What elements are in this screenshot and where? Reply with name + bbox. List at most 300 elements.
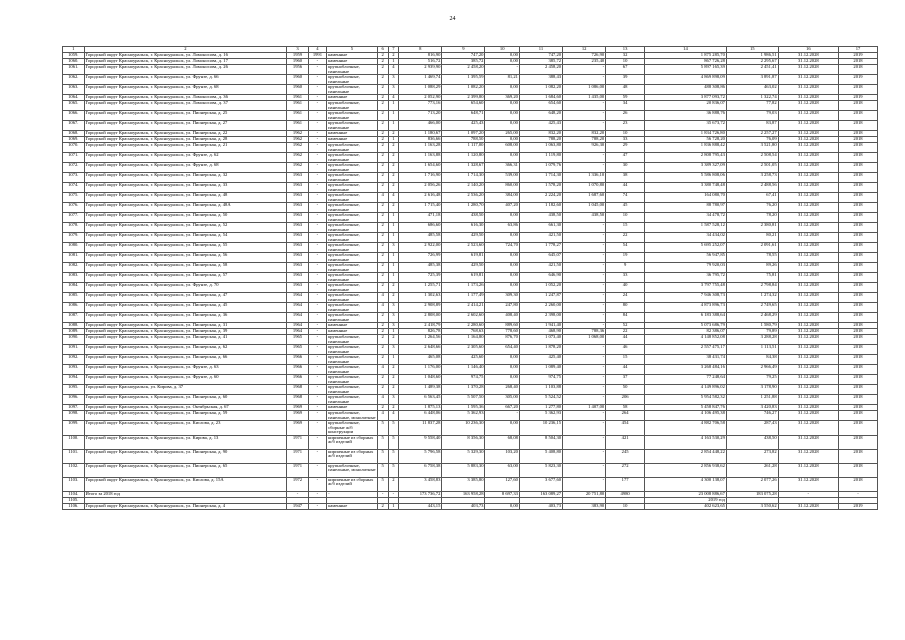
table-cell: 654,60	[442, 101, 485, 111]
table-row	[63, 203, 878, 213]
table-cell: 1	[388, 355, 399, 365]
table-cell: 1092.	[63, 355, 85, 365]
table-cell: 0,00	[485, 111, 519, 121]
table-cell: 2018	[839, 153, 878, 163]
table-cell: 77,82	[726, 101, 778, 111]
table-cell: 425,60	[442, 355, 485, 365]
table-cell: Городской округ Красноуральск, г. Красноуральск, ул. Пионерская, д. 22	[84, 131, 287, 137]
table-cell: 1962	[287, 163, 309, 173]
table-cell: 1971	[287, 463, 309, 477]
table-cell: 465,08	[399, 355, 442, 365]
table-cell: 616,30	[442, 223, 485, 233]
table-cell: 3 288,28	[726, 335, 778, 345]
table-cell: 726,99	[399, 253, 442, 263]
table-cell: 1 941,40	[519, 323, 562, 329]
table-cell: Городской округ Красноуральск, г. Красноуральск, ул. Пионерская, д. 56	[84, 253, 287, 263]
table-cell: 164 080,70	[644, 193, 726, 203]
table-cell: 3	[388, 345, 399, 355]
column-number: 15	[726, 47, 778, 53]
table-cell: 2018	[839, 101, 878, 111]
table-cell: 9	[606, 263, 645, 273]
table-cell: 1964	[287, 293, 309, 303]
table-cell: 2	[377, 213, 388, 223]
table-row	[63, 411, 878, 421]
table-cell: каменные	[327, 329, 378, 335]
table-cell: 80,21	[726, 233, 778, 243]
table-cell: 2	[377, 59, 388, 65]
table-cell: 747,20	[519, 53, 562, 59]
table-cell: 747,20	[442, 53, 485, 59]
table-cell: 1 163,28	[399, 143, 442, 153]
table-cell: 608,00	[485, 143, 519, 153]
table-cell: 23 008 886,67	[644, 491, 726, 497]
table-cell: -	[308, 395, 326, 405]
table-cell: 2	[377, 85, 388, 95]
table-cell: крупноблочные, панельные	[327, 395, 378, 405]
table-row	[63, 503, 878, 509]
table-cell: 5 883,30	[442, 463, 485, 477]
table-cell: 2018	[839, 313, 878, 323]
table-cell: кирпичные из сборных ж/б изделий	[327, 477, 378, 491]
table-cell: 1 082,20	[519, 85, 562, 95]
table-cell: 2018	[839, 173, 878, 183]
table-cell: 5 329,30	[442, 449, 485, 463]
table-cell: 3 268 484,16	[644, 365, 726, 375]
column-number: 12	[563, 47, 606, 53]
table-cell: 1971	[287, 435, 309, 449]
table-cell: 1 068,00	[563, 335, 606, 345]
table-cell: -	[308, 143, 326, 153]
table-cell: 1093.	[63, 365, 85, 375]
table-cell: 1 163,88	[399, 153, 442, 163]
table-cell: -	[308, 405, 326, 411]
table-cell: 1964	[287, 323, 309, 329]
table-cell: 1991	[308, 53, 326, 59]
table-cell: 2	[388, 477, 399, 491]
table-cell: 79,03	[726, 111, 778, 121]
table-cell: 1	[388, 263, 399, 273]
table-cell: крупноблочные, панельные	[327, 385, 378, 395]
table-cell: -	[308, 163, 326, 173]
table-cell: 2 257,27	[726, 131, 778, 137]
table-cell: -	[308, 477, 326, 491]
table-cell: 438,50	[442, 213, 485, 223]
table-cell: 2018	[839, 303, 878, 313]
table-cell: 31.12.2028	[778, 163, 838, 173]
table-cell: 9 558,40	[399, 435, 442, 449]
table-cell: 778,60	[485, 329, 519, 335]
table-cell: 648,71	[442, 111, 485, 121]
table-cell: 10	[606, 59, 645, 65]
table-cell: 31.12.2028	[778, 111, 838, 121]
table-cell: 876,70	[485, 335, 519, 345]
table-cell: -	[485, 411, 519, 421]
table-cell: -	[563, 463, 606, 477]
table-cell: 1 654,60	[399, 163, 442, 173]
table-cell: 31.12.2028	[778, 503, 838, 509]
table-cell: Городской округ Красноуральск, г. Красноуральск, ул. Фрунзе, д. 70	[84, 283, 287, 293]
table-cell: Городской округ Красноуральск, г. Красноуральск, ул. Пионерская, д. 48	[84, 193, 287, 203]
table-cell: крупноблочные, панельные	[327, 121, 378, 131]
table-cell: 3 385,80	[442, 477, 485, 491]
table-cell: 2018	[839, 449, 878, 463]
table-cell: 2018	[839, 203, 878, 213]
table-cell: 3	[388, 395, 399, 405]
table-cell: -	[308, 503, 326, 509]
table-cell: -	[563, 355, 606, 365]
table-cell: 1 173,26	[442, 283, 485, 293]
table-cell: 1 580,79	[726, 323, 778, 329]
table-cell: 5 586 808,06	[644, 173, 726, 183]
table-cell: крупноблочные, панельные	[327, 365, 378, 375]
table-cell: 31.12.2028	[778, 365, 838, 375]
table-cell: -	[308, 95, 326, 101]
table-cell: 1 875,13	[399, 405, 442, 411]
page-number: 24	[449, 16, 456, 22]
table-cell: 46	[606, 345, 645, 355]
column-number: 17	[839, 47, 878, 53]
table-cell: 4980	[606, 491, 645, 497]
table-cell: Городской округ Красноуральск, г. Красноуральск, ул. Пионерская, д. 55	[84, 243, 287, 253]
table-cell: 1971	[287, 449, 309, 463]
table-cell: 1968	[287, 385, 309, 395]
table-cell: кирпичные из сборных ж/б изделий	[327, 435, 378, 449]
table-cell: 2	[377, 273, 388, 283]
table-cell: 1 048,60	[399, 375, 442, 385]
table-cell: -	[308, 385, 326, 395]
table-cell: 773,16	[399, 101, 442, 111]
table-row	[63, 477, 878, 491]
table-cell: 1 086,00	[563, 85, 606, 95]
table-cell: 4 873 896,73	[644, 303, 726, 313]
table-cell: 80	[606, 303, 645, 313]
table-cell: -	[308, 223, 326, 233]
table-cell: 79 920,03	[644, 263, 726, 273]
table-cell: 2	[377, 283, 388, 293]
table-cell: -	[563, 313, 606, 323]
table-cell: -	[563, 263, 606, 273]
table-cell: 31.12.2028	[778, 329, 838, 335]
table-cell: 2 508,54	[726, 153, 778, 163]
table-cell: Городской округ Красноуральск, г. Красноуральск, ул. Ломоносова, д. 16	[84, 53, 287, 59]
table-cell: 1104.	[63, 491, 85, 497]
table-row	[63, 243, 878, 253]
table-cell: 1	[388, 273, 399, 283]
table-cell: 1076.	[63, 203, 85, 213]
table-cell: 78,55	[726, 253, 778, 263]
table-cell: 2	[377, 101, 388, 111]
table-cell: -	[308, 233, 326, 243]
table-cell: 516,72	[399, 59, 442, 65]
table-cell: 5 796,58	[399, 449, 442, 463]
table-cell: 2019 год	[644, 497, 726, 503]
table-cell: 788,50	[442, 137, 485, 143]
table-row	[63, 303, 878, 313]
table-cell: крупноблочные, панельные	[327, 75, 378, 85]
table-row	[63, 85, 878, 95]
table-cell: Городской округ Красноуральск, г. Красноуральск, ул. Пионерская, д. 47	[84, 293, 287, 303]
table-cell: 31.12.2028	[778, 131, 838, 137]
table-cell: 1075.	[63, 193, 85, 203]
table-cell: 645,07	[519, 253, 562, 263]
table-cell: Городской округ Красноуральск, г. Красноуральск, ул. Пионерская, д. 50	[84, 213, 287, 223]
table-cell: крупноблочные, панельные	[327, 223, 378, 233]
table-cell: 4 106 495,38	[644, 411, 726, 421]
table-cell: 63,86	[485, 223, 519, 233]
table-cell: 261,28	[726, 463, 778, 477]
table-cell: -	[563, 293, 606, 303]
table-cell: Городской округ Красноуральск, г. Красноуральск, ул. Пионерская, д. 52	[84, 223, 287, 233]
table-cell: 2	[388, 183, 399, 193]
table-cell: крупноблочные, панельные	[327, 303, 378, 313]
table-cell: 1 082,20	[442, 85, 485, 95]
table-cell: 1096.	[63, 395, 85, 405]
table-cell: 1962	[287, 137, 309, 143]
table-cell: 0,00	[485, 253, 519, 263]
table-cell: 2	[377, 253, 388, 263]
table-cell: Городской округ Красноуральск, г. Красноуральск, ул. Октябрьская, д. 67	[84, 405, 287, 411]
table-cell: 44	[606, 183, 645, 193]
table-cell: 26	[606, 111, 645, 121]
table-cell: 0,00	[485, 85, 519, 95]
table-cell: крупноблочные, панельные	[327, 345, 378, 355]
table-cell: крупноблочные, панельные	[327, 375, 378, 385]
table-cell: 2018	[839, 355, 878, 365]
table-cell: Городской округ Красноуральск, г. Красноуральск, ул. Пионерская, д. 62	[84, 345, 287, 355]
table-cell: -	[308, 449, 326, 463]
table-cell: Городской округ Красноуральск, г. Красноуральск, ул. Пионерская, д. 54	[84, 233, 287, 243]
table-cell: 3 877 093,72	[644, 95, 726, 101]
table-cell: 5 897 165,39	[644, 65, 726, 75]
column-number: 11	[519, 47, 562, 53]
table-cell: 2	[377, 53, 388, 59]
table-row	[63, 273, 878, 283]
table-cell: 768,63	[442, 329, 485, 335]
table-cell: 1 587 528,12	[644, 223, 726, 233]
table-cell: -	[563, 283, 606, 293]
housing-register-table	[62, 46, 878, 510]
table-cell: 31.12.2028	[778, 345, 838, 355]
table-cell: 83,87	[726, 121, 778, 131]
table-cell: 383,90	[563, 503, 606, 509]
table-cell: 2	[388, 283, 399, 293]
table-cell: 2 856 938,62	[644, 463, 726, 477]
table-cell: 2 749,65	[726, 303, 778, 313]
table-cell: 24	[606, 293, 645, 303]
table-cell: 1 079,76	[519, 163, 562, 173]
table-cell: 30	[606, 163, 645, 173]
table-cell: 2	[377, 121, 388, 131]
table-cell: 2 602,60	[442, 313, 485, 323]
table-cell: крупноблочные, панельные	[327, 293, 378, 303]
table-cell: 2 501,05	[726, 163, 778, 173]
table-cell: Городской округ Красноуральск, г. Красноуральск, ул. Фрунзе, д. 68	[84, 85, 287, 95]
table-cell: 1 435,00	[563, 95, 606, 101]
table-cell: 31.12.2028	[778, 395, 838, 405]
table-cell: 2	[388, 203, 399, 213]
table-cell: 1069.	[63, 137, 85, 143]
table-cell: 1 714,30	[519, 173, 562, 183]
table-cell: 1094.	[63, 375, 85, 385]
table-cell: 22	[606, 233, 645, 243]
table-cell: 1090.	[63, 335, 85, 345]
table-cell: 1959	[287, 53, 309, 59]
table-cell: -	[563, 395, 606, 405]
table-cell: 2018	[839, 193, 878, 203]
table-cell: 7 946 308,73	[644, 293, 726, 303]
table-cell: 31.12.2028	[778, 375, 838, 385]
table-cell: Городской округ Красноуральск, г. Красноуральск, ул. Фрунзе, д. 60	[84, 375, 287, 385]
table-cell: 15	[606, 223, 645, 233]
table-cell: 2	[388, 53, 399, 59]
table-cell: 1965	[287, 345, 309, 355]
table-cell: 1 875 285,70	[644, 53, 726, 59]
table-cell: 11 837,28	[399, 421, 442, 436]
table-cell: 2 140,20	[442, 183, 485, 193]
table-cell: 31.12.2028	[778, 59, 838, 65]
table-cell: 19	[606, 253, 645, 263]
table-cell: 1078.	[63, 223, 85, 233]
table-cell: Городской округ Красноуральск, г. Красноуральск, ул. Пионерская, д. 66	[84, 355, 287, 365]
table-cell: 2	[388, 153, 399, 163]
table-cell: 2	[377, 345, 388, 355]
table-cell: 4 149 896,02	[644, 385, 726, 395]
table-cell: 10	[606, 503, 645, 509]
table-cell: 1082.	[63, 263, 85, 273]
table-row	[63, 449, 878, 463]
table-cell: 1099.	[63, 421, 85, 436]
table-cell: 443,15	[399, 503, 442, 509]
table-cell: 3 380 748,48	[644, 183, 726, 193]
table-cell: 31.12.2028	[778, 335, 838, 345]
table-cell: 31.12.2028	[778, 173, 838, 183]
table-cell: 1960	[287, 75, 309, 85]
table-cell: 403,73	[519, 503, 562, 509]
table-cell: 2	[388, 405, 399, 411]
table-cell: 4	[388, 411, 399, 421]
table-cell: -	[563, 449, 606, 463]
table-cell: 1064.	[63, 95, 85, 101]
table-cell: 654,40	[485, 345, 519, 355]
table-cell: 0,00	[485, 273, 519, 283]
table-cell: 438,50	[563, 213, 606, 223]
table-row	[63, 213, 878, 223]
table-cell: 1	[388, 121, 399, 131]
table-cell: 5 362,93	[519, 411, 562, 421]
table-cell: 1	[388, 233, 399, 243]
table-cell: 5	[377, 463, 388, 477]
table-cell: 832,20	[519, 131, 562, 137]
table-cell: 1963	[287, 263, 309, 273]
table-cell: 2	[388, 143, 399, 153]
table-cell: 1963	[287, 183, 309, 193]
table-cell: 889,60	[485, 323, 519, 329]
table-cell: 31.12.2028	[778, 323, 838, 329]
table-cell: каменные	[327, 53, 378, 59]
table-cell: 1 146,40	[442, 365, 485, 375]
table-cell: 2018	[839, 263, 878, 273]
table-row	[63, 375, 878, 385]
table-cell: крупноблочные, панельные	[327, 273, 378, 283]
table-cell: 369,20	[485, 95, 519, 101]
table-cell: 1969	[287, 405, 309, 411]
table-cell: 2018	[839, 435, 878, 449]
table-cell: 3 178,90	[726, 385, 778, 395]
table-cell: 3 891,87	[726, 75, 778, 85]
table-cell: 826,78	[399, 329, 442, 335]
table-cell: 34 478,72	[644, 213, 726, 223]
table-cell: 2	[388, 365, 399, 375]
table-cell: -	[563, 223, 606, 233]
table-cell: 1 489,38	[399, 385, 442, 395]
table-cell: 4	[377, 293, 388, 303]
table-row	[63, 193, 878, 203]
table-cell: 1 073,40	[519, 335, 562, 345]
table-cell: 1 274,32	[726, 293, 778, 303]
table-cell: 5 362,93	[442, 411, 485, 421]
table-cell: 0,00	[485, 233, 519, 243]
table-cell: 1 469,74	[399, 75, 442, 85]
table-cell: 5	[377, 435, 388, 449]
table-cell: 1963	[287, 193, 309, 203]
table-row	[63, 365, 878, 375]
table-cell: 1059.	[63, 53, 85, 59]
table-cell: 1081.	[63, 253, 85, 263]
table-cell: 31.12.2028	[778, 243, 838, 253]
table-cell: 31.12.2028	[778, 449, 838, 463]
column-number: 14	[644, 47, 726, 53]
table-cell: -	[308, 65, 326, 75]
table-cell: 37	[606, 375, 645, 385]
table-cell: 2018	[839, 85, 878, 95]
table-cell: 4	[377, 365, 388, 375]
table-cell: 421,50	[519, 233, 562, 243]
table-cell: 31.12.2028	[778, 253, 838, 263]
table-cell: 3 677,60	[519, 477, 562, 491]
table-cell: 3 258,73	[726, 173, 778, 183]
table-cell: 31.12.2028	[778, 283, 838, 293]
table-cell: 4	[377, 411, 388, 421]
table-cell: 388,43	[519, 75, 562, 85]
table-cell: 2018	[839, 111, 878, 121]
table-cell: 2 056,26	[399, 183, 442, 193]
table-cell: 2018	[839, 273, 878, 283]
table-cell: 33	[606, 273, 645, 283]
table-cell: 1	[388, 329, 399, 335]
table-cell: 31.12.2028	[778, 313, 838, 323]
table-cell: 2018	[839, 163, 878, 173]
table-cell: -	[563, 121, 606, 131]
column-number: 4	[308, 47, 326, 53]
table-cell: 1086.	[63, 303, 85, 313]
table-cell: 2 399,80	[442, 95, 485, 101]
table-cell: 5	[388, 421, 399, 436]
table-cell: 2	[377, 131, 388, 137]
table-cell: 4	[388, 65, 399, 75]
table-cell: 245	[606, 449, 645, 463]
table-cell: 6 758,38	[399, 463, 442, 477]
table-cell: 2018	[839, 131, 878, 137]
table-cell: 1 684,60	[519, 95, 562, 101]
table-cell: 1 103,88	[519, 385, 562, 395]
table-cell: 44	[606, 335, 645, 345]
table-cell: -	[308, 273, 326, 283]
table-cell: 1	[388, 503, 399, 509]
table-cell: 926,30	[563, 143, 606, 153]
table-cell: 31.12.2028	[778, 137, 838, 143]
table-cell: 2018	[839, 253, 878, 263]
table-cell: 1 578,20	[519, 183, 562, 193]
